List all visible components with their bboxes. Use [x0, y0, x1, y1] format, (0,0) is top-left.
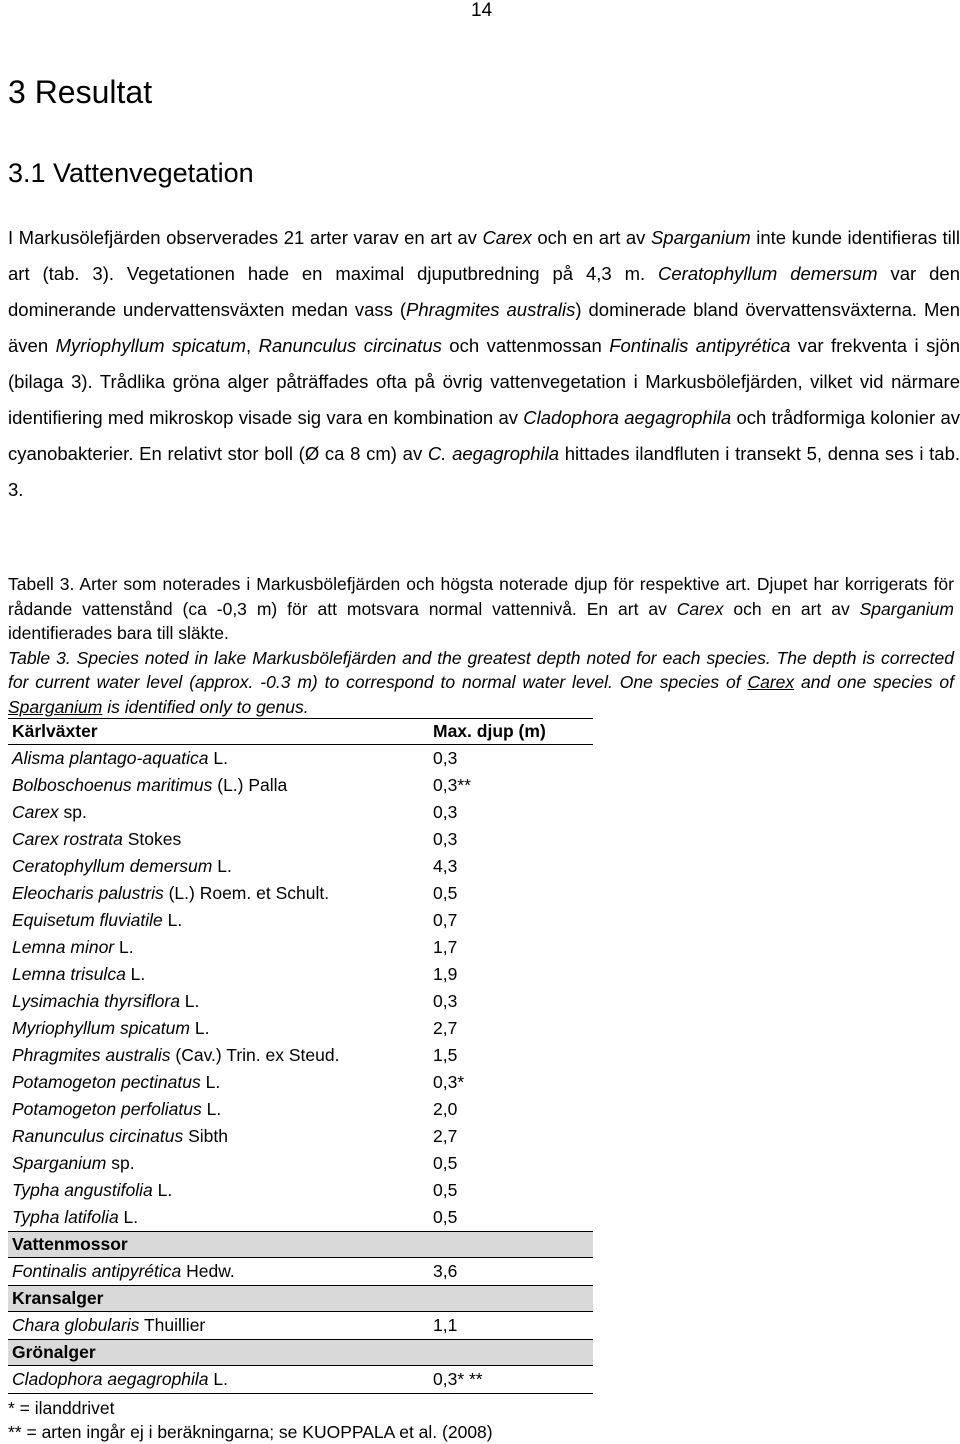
- group-label: Grönalger: [8, 1340, 593, 1366]
- species-author: L.: [152, 1180, 173, 1200]
- species-author: sp.: [58, 802, 87, 822]
- paragraph-text-run: Phragmites australis: [405, 299, 576, 320]
- depth-cell: 0,7: [433, 910, 458, 930]
- caption-en-text-run: and one species of: [794, 672, 954, 692]
- species-cell: [8, 907, 429, 934]
- species-cell: [8, 799, 429, 826]
- table-row: [8, 1366, 593, 1394]
- depth-cell: 0,3: [433, 802, 458, 822]
- species-author: L.: [118, 1207, 139, 1227]
- species-name: Lemna trisulca: [12, 964, 126, 984]
- species-author: L.: [189, 1018, 210, 1038]
- group-label: Kransalger: [8, 1286, 593, 1312]
- species-name: Lemna minor: [12, 937, 115, 957]
- footnote: ** = arten ingår ej i beräkningarna; se KUOPPALA et al. (2008): [8, 1422, 493, 1442]
- species-cell: [8, 826, 429, 853]
- table-row: [8, 1042, 593, 1069]
- paragraph-text-run: C. aegagrophila: [427, 443, 560, 464]
- depth-cell: 1,7: [433, 937, 458, 957]
- species-name: Chara globularis: [12, 1315, 140, 1335]
- table-row: [8, 1096, 593, 1123]
- species-author: sp.: [106, 1153, 135, 1173]
- table-row: [8, 1312, 593, 1340]
- table-row: [8, 1177, 593, 1204]
- species-name: Potamogeton pectinatus: [12, 1072, 201, 1092]
- caption-en-text-run: is identified only to genus.: [102, 696, 309, 717]
- paragraph-text-run: och trådformiga kolonier av cyanobakterier. En relativt stor boll (Ø ca 8 cm) av: [8, 407, 960, 464]
- paragraph-text-run: Ceratophyllum demersum: [658, 263, 878, 284]
- species-cell: [8, 1312, 429, 1340]
- depth-cell: 0,5: [433, 1153, 458, 1173]
- species-author: (L.) Palla: [212, 775, 288, 795]
- depth-cell: 0,3*: [433, 1072, 465, 1092]
- species-name: Ranunculus circinatus: [12, 1126, 184, 1146]
- depth-cell: 2,7: [433, 1126, 458, 1146]
- table-header-row: [8, 719, 593, 745]
- depth-cell: 4,3: [433, 856, 458, 876]
- paragraph-text-run: och en art av: [531, 227, 651, 248]
- species-name: Bolboschoenus maritimus: [12, 775, 213, 795]
- results-paragraph: [8, 220, 960, 508]
- species-name: Potamogeton perfoliatus: [12, 1099, 202, 1119]
- species-name: Sparganium: [12, 1153, 107, 1173]
- species-cell: [8, 1069, 429, 1096]
- table-footnotes: [8, 1396, 493, 1444]
- species-name: Carex: [12, 802, 59, 822]
- species-author: (Cav.) Trin. ex Steud.: [170, 1045, 340, 1065]
- species-name: Lysimachia thyrsiflora: [12, 991, 180, 1011]
- table-row: [8, 745, 593, 773]
- table-row: [8, 1015, 593, 1042]
- species-name: Ceratophyllum demersum: [12, 856, 213, 876]
- species-name: Eleocharis palustris: [12, 883, 164, 903]
- paragraph-text-run: inte kunde identifieras till art (tab. 3). Vegetationen hade en maximal djuputbredning på 4,3 m.: [8, 227, 960, 284]
- species-author: Hedw.: [181, 1261, 235, 1281]
- table-row: [8, 1123, 593, 1150]
- table-row: [8, 961, 593, 988]
- species-cell: [8, 934, 429, 961]
- caption-sv-text-run: identifierades bara till släkte.: [8, 623, 229, 643]
- species-cell: [8, 1177, 429, 1204]
- species-author: (L.) Roem. et Schult.: [163, 883, 330, 903]
- paragraph-text-run: hittades ilandfluten i transekt 5, denna ses i tab. 3.: [8, 443, 960, 500]
- species-cell: [8, 1204, 429, 1232]
- table-row: [8, 907, 593, 934]
- species-author: L.: [208, 1369, 229, 1389]
- species-name: Myriophyllum spicatum: [12, 1018, 190, 1038]
- table-caption-english: [8, 646, 954, 720]
- table-row: [8, 853, 593, 880]
- species-author: Sibth: [183, 1126, 228, 1146]
- species-author: L.: [208, 748, 228, 768]
- species-name: Cladophora aegagrophila: [12, 1369, 209, 1389]
- table-caption: [8, 572, 954, 719]
- species-cell: [8, 853, 429, 880]
- depth-cell: 1,5: [433, 1045, 458, 1065]
- section-heading: 3 Resultat: [8, 74, 153, 110]
- species-cell: [8, 880, 429, 907]
- header-max-depth: Max. djup (m): [429, 719, 593, 745]
- paragraph-text-run: Carex: [482, 227, 532, 248]
- paragraph-text-run: Myriophyllum spicatum: [55, 335, 246, 356]
- table-row: [8, 1204, 593, 1232]
- species-name: Typha angustifolia: [12, 1180, 153, 1200]
- depth-cell: 0,5: [429, 1204, 593, 1232]
- caption-sv-text-run: Tabell 3. Arter som noterades i Markusbölefjärden och högsta noterade djup för respektive art. Djupet har korrigerats för rådande vattenstånd (ca -0,3 m) för att motsvara normal vattennivå. En art av: [8, 574, 954, 619]
- species-name: Phragmites australis: [12, 1045, 171, 1065]
- group-label: Vattenmossor: [8, 1232, 593, 1258]
- paragraph-text-run: Sparganium: [650, 227, 751, 248]
- depth-cell: 0,5: [433, 1180, 458, 1200]
- paragraph-text-run: Cladophora aegagrophila: [523, 407, 732, 428]
- species-cell: [8, 1042, 429, 1069]
- header-species: Kärlväxter: [8, 719, 429, 745]
- species-depth-table: [8, 718, 593, 1394]
- depth-cell: 0,3: [433, 991, 458, 1011]
- caption-sv-text-run: och en art av: [723, 598, 860, 619]
- paragraph-text-run: var frekventa i sjön (bilaga 3). Trådlika gröna alger påträffades ofta på övrig vattenvegetation i Markusbölefjärden, vilket vid närmare identifiering med mikroskop visade sig vara en kombination av: [8, 335, 960, 428]
- table-group-row: [8, 1286, 593, 1312]
- species-cell: [8, 1366, 429, 1394]
- caption-en-text-run: Sparganium: [8, 696, 103, 717]
- species-author: L.: [200, 1072, 221, 1092]
- depth-cell: 0,3: [433, 829, 458, 849]
- species-author: Thuillier: [139, 1315, 206, 1335]
- footnote: * = ilanddrivet: [8, 1398, 115, 1418]
- species-name: Fontinalis antipyrética: [12, 1261, 182, 1281]
- species-author: L.: [162, 910, 183, 930]
- species-cell: [8, 772, 429, 799]
- species-cell: [8, 1096, 429, 1123]
- table-row: [8, 880, 593, 907]
- species-author: Stokes: [122, 829, 182, 849]
- species-author: L.: [114, 937, 134, 957]
- species-name: Alisma plantago-aquatica: [12, 748, 209, 768]
- page-number: 14: [471, 0, 493, 21]
- paragraph-text-run: ) dominerade bland övervattensväxterna. Men även: [8, 299, 960, 356]
- depth-cell: 1,9: [433, 964, 458, 984]
- species-name: Carex rostrata: [12, 829, 123, 849]
- species-author: L.: [201, 1099, 222, 1119]
- table-row: [8, 988, 593, 1015]
- depth-cell: 0,3**: [433, 775, 471, 795]
- paragraph-text-run: I Markusölefjärden observerades 21 arter varav en art av: [8, 227, 483, 248]
- table-row: [8, 1069, 593, 1096]
- table-row: [8, 1150, 593, 1177]
- paragraph-text-run: Ranunculus circinatus: [258, 335, 442, 356]
- table-group-row: [8, 1340, 593, 1366]
- depth-cell: 1,1: [429, 1312, 593, 1340]
- species-cell: [8, 1015, 429, 1042]
- depth-cell: 0,3* **: [429, 1366, 593, 1394]
- paragraph-text-run: Fontinalis antipyrética: [609, 335, 791, 356]
- table-group-row: [8, 1232, 593, 1258]
- paragraph-text-run: var den dominerande undervattensväxten medan vass (: [8, 263, 960, 320]
- depth-cell: 0,5: [433, 883, 458, 903]
- species-author: L.: [212, 856, 232, 876]
- depth-cell: 3,6: [429, 1258, 593, 1286]
- species-cell: [8, 961, 429, 988]
- depth-cell: 2,7: [433, 1018, 458, 1038]
- depth-cell: 0,3: [433, 748, 458, 768]
- table-caption-swedish: [8, 572, 954, 646]
- species-name: Equisetum fluviatile: [12, 910, 163, 930]
- caption-sv-text-run: Carex: [676, 598, 724, 619]
- species-name: Typha latifolia: [12, 1207, 119, 1227]
- caption-en-text-run: Carex: [747, 672, 795, 692]
- species-cell: [8, 1123, 429, 1150]
- table-row: [8, 934, 593, 961]
- paragraph-text-run: och vattenmossan: [441, 335, 610, 356]
- species-cell: [8, 745, 429, 773]
- paragraph-text-run: ,: [246, 335, 259, 356]
- species-cell: [8, 1258, 429, 1286]
- caption-en-text-run: Table 3. Species noted in lake Markusbölefjärden and the greatest depth noted for each species. The depth is corrected for current water level (approx. -0.3 m) to correspond to normal water level. One species of: [8, 647, 954, 692]
- table-row: [8, 1258, 593, 1286]
- table-row: [8, 826, 593, 853]
- species-author: L.: [125, 964, 146, 984]
- caption-sv-text-run: Sparganium: [859, 598, 954, 619]
- species-cell: [8, 988, 429, 1015]
- table-row: [8, 799, 593, 826]
- species-cell: [8, 1150, 429, 1177]
- table-row: [8, 772, 593, 799]
- species-author: L.: [179, 991, 200, 1011]
- depth-cell: 2,0: [433, 1099, 458, 1119]
- subsection-heading: 3.1 Vattenvegetation: [8, 158, 254, 188]
